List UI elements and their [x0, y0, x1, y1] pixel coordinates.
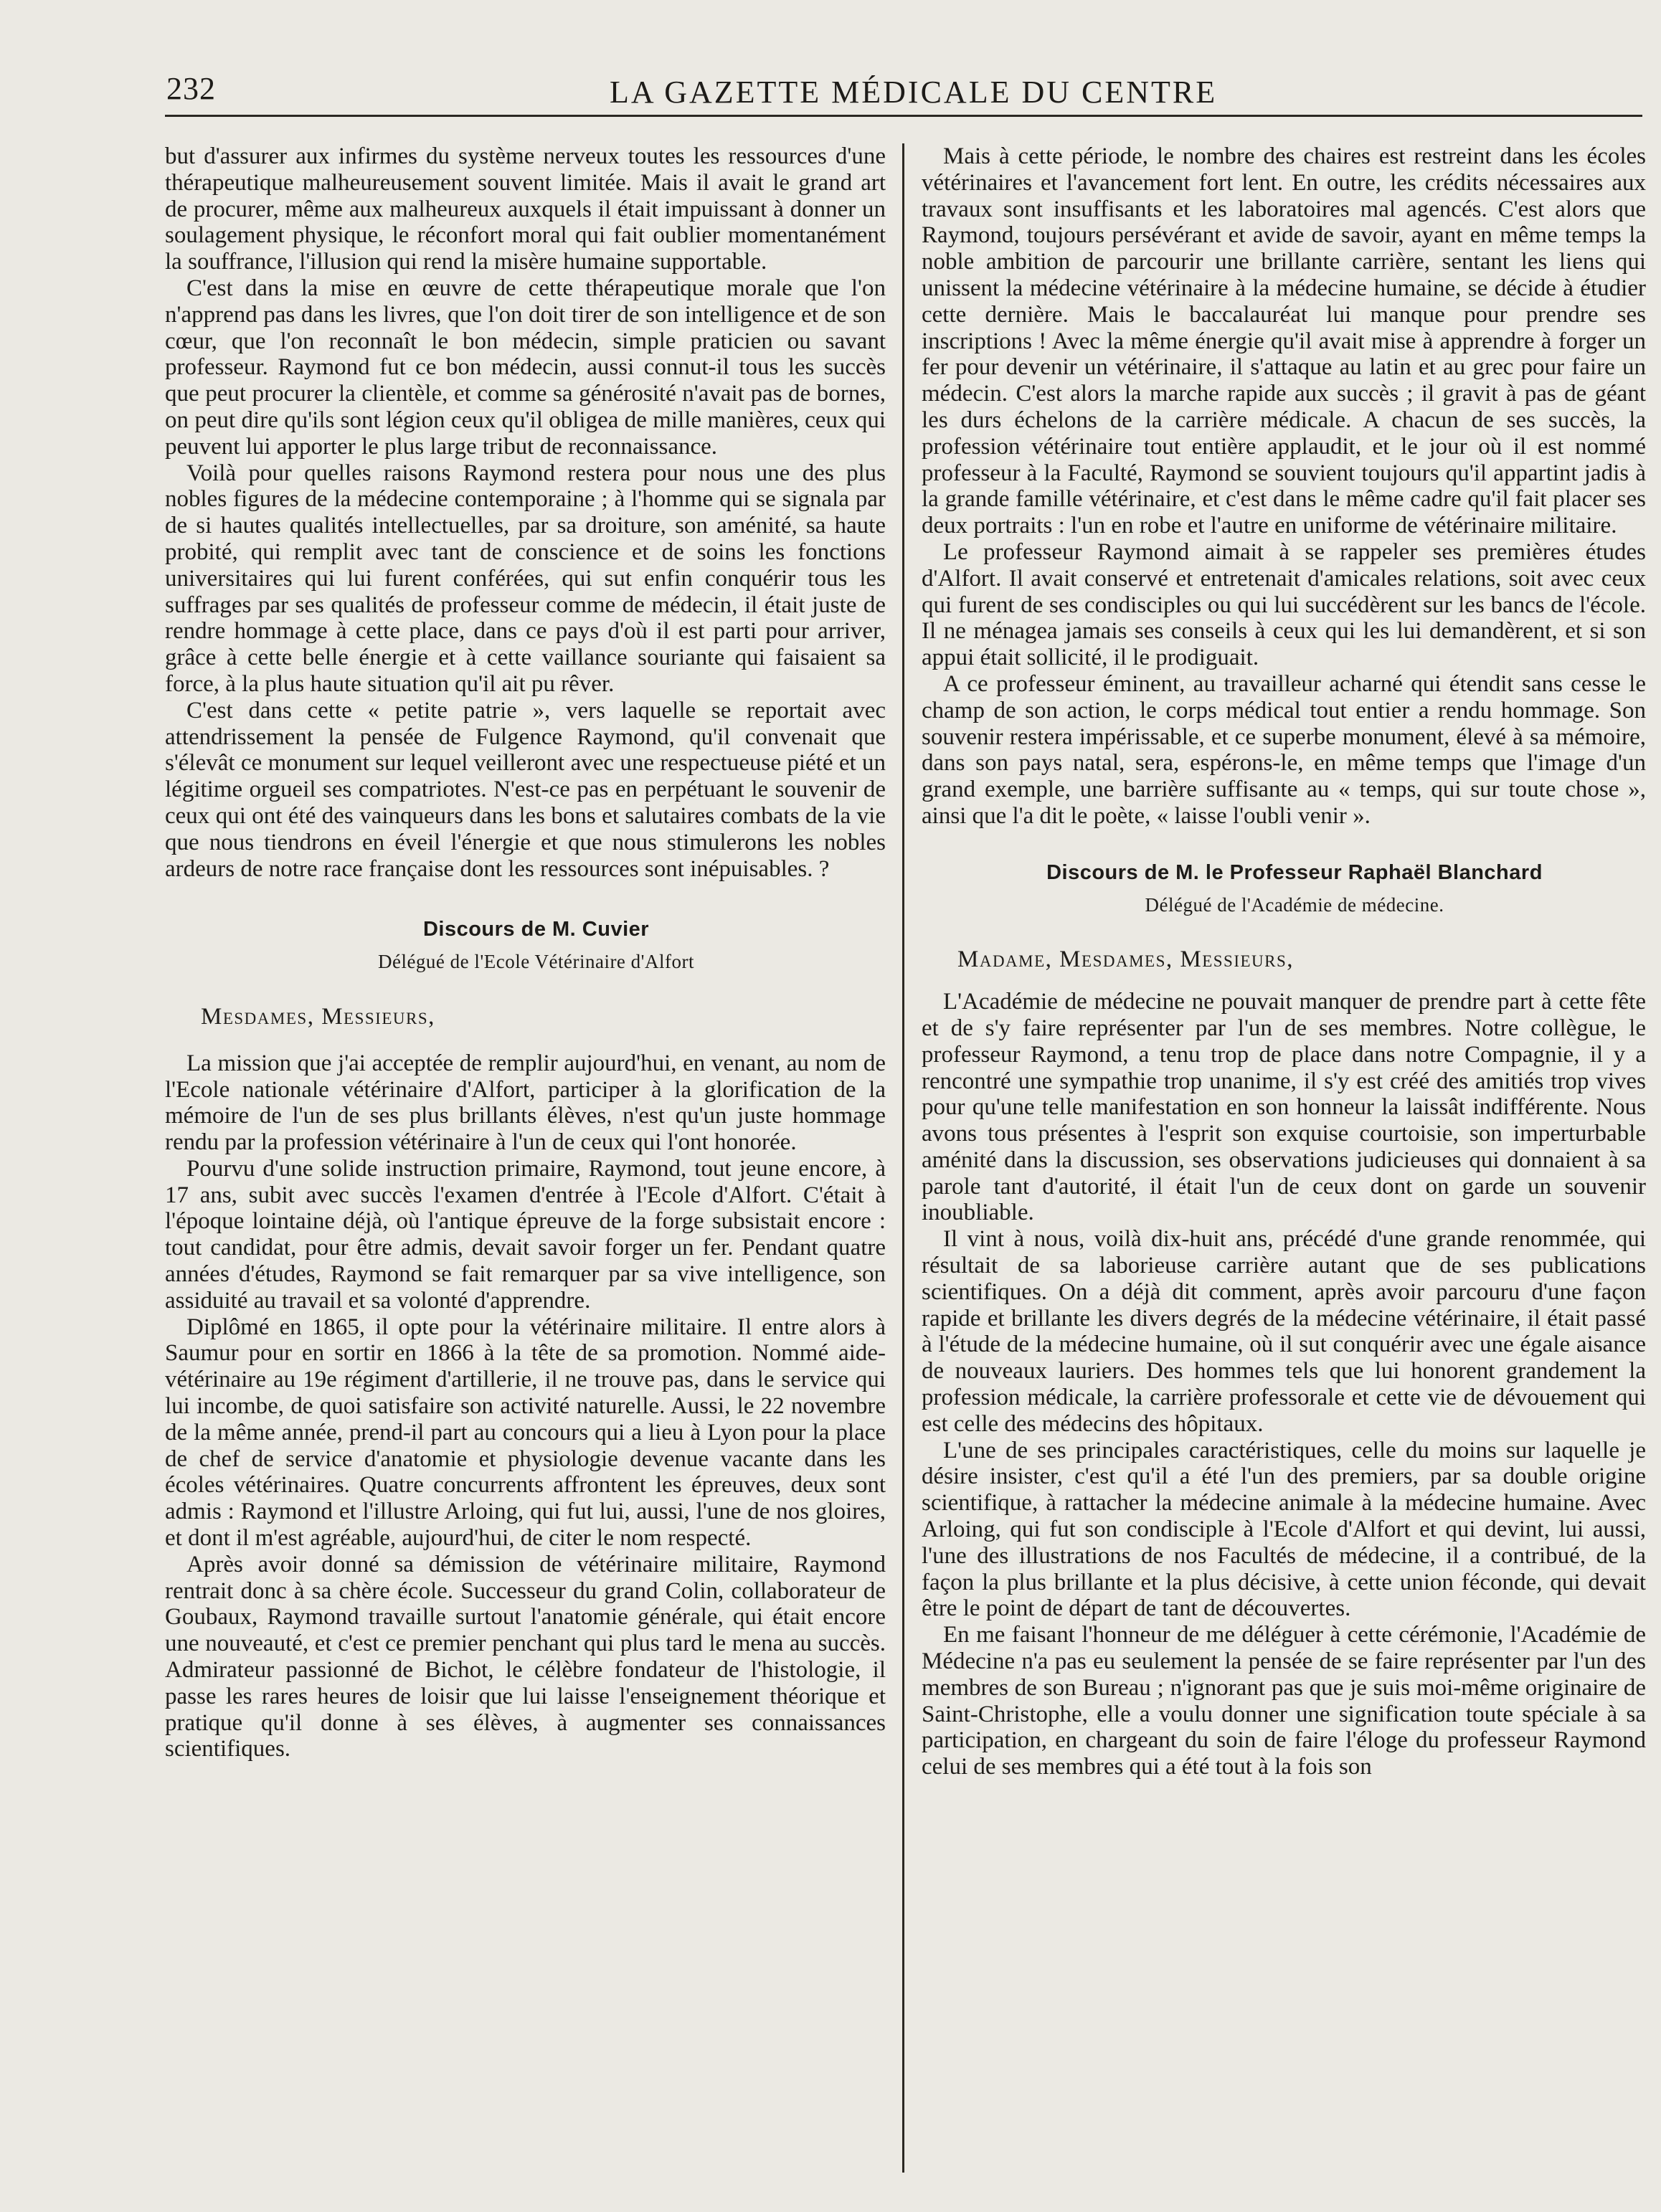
left-paragraph-1: but d'assurer aux infirmes du système nerveux toutes les ressources d'une thérapeutique malheureusement souvent limitée. Mais il avait le grand art de procurer, même aux malheureux auxquels il était impuissant à donner un soulagement physique, le réconfort moral qui fait oublier momentanément la souffrance, l'illusion qui rend la misère humaine supportable. [165, 143, 886, 275]
column-divider [902, 143, 904, 2173]
right-paragraph-3: A ce professeur éminent, au travailleur acharné qui étendit sans cesse le champ de son action, le corps médical tout entier a rendu hommage. Son souvenir restera impérissable, et ce superbe monument, élevé à sa mémoire, dans son pays natal, sera, espérons-le, en même temps que l'image d'un grand exemple, une barrière suffisante au « temps, qui sur toute chose », ainsi que l'a dit le poète, « laisse l'oubli venir ». [922, 670, 1646, 829]
salutation-cuvier: Mesdames, Messieurs, [201, 1003, 435, 1030]
cuvier-paragraph-1: La mission que j'ai acceptée de remplir aujourd'hui, en venant, au nom de l'Ecole nationale vétérinaire d'Alfort, participer à la glorification de la mémoire de l'un de ses plus brillants élèves, n'est qu'un juste hommage rendu par la profession vétérinaire à l'un de ceux qui l'ont honorée. [165, 1050, 886, 1156]
left-paragraph-4: C'est dans cette « petite patrie », vers laquelle se reportait avec attendrissement la pensée de Fulgence Raymond, qu'il convenait que s'élevât ce monument sur lequel veilleront avec une respectueuse piété et un légitime orgueil ses compatriotes. N'est-ce pas en perpétuant le souvenir de ceux qui ont été des vainqueurs dans les bons et salutaires combats de la vie que nous tiendrons en éveil l'énergie et que nous stimulerons les nobles ardeurs de notre race française dont les ressources sont inépuisables. ? [165, 697, 886, 882]
blanchard-paragraph-1: L'Académie de médecine ne pouvait manquer de prendre part à cette fête et de s'y faire représenter par l'un de ses membres. Notre collègue, le professeur Raymond, a tenu trop de place dans notre Compagnie, il y a rencontré une sympathie trop unanime, il s'y est créé des amitiés trop vives pour qu'une telle manifestation en son honneur la laissât indifférente. Nous avons tous présentes à l'esprit son exquise courtoisie, son imperturbable aménité dans la discussion, ses observations judicieuses qui donnaient à sa parole tant d'autorité, il était l'un de ceux dont on garde un souvenir inoubliable. [922, 989, 1646, 1226]
cuvier-paragraph-4: Après avoir donné sa démission de vétérinaire militaire, Raymond rentrait donc à sa chère école. Successeur du grand Colin, collaborateur de Goubaux, Raymond travaille surtout l'anatomie générale, qui était encore une nouveauté, et c'est ce premier penchant qui plus tard le mena au succès. Admirateur passionné de Bichot, le célèbre fondateur de l'histologie, il passe les rares heures de loisir que lui laisse l'enseignement théorique et pratique qu'il donne à ses élèves, à augmenter ses connaissances scientifiques. [165, 1551, 886, 1762]
speech-heading-blanchard: Discours de M. le Professeur Raphaël Blanchard [1046, 860, 1543, 884]
right-column [922, 143, 1646, 1780]
cuvier-paragraph-2: Pourvu d'une solide instruction primaire, Raymond, tout jeune encore, à 17 ans, subit avec succès l'examen d'entrée à l'Ecole d'Alfort. C'était à l'époque lointaine déjà, où l'antique épreuve de la forge subsistait encore : tout candidat, pour être admis, devait savoir forger un fer. Pendant quatre années d'études, Raymond se fait remarquer par sa vive intelligence, son assiduité au travail et sa volonté d'apprendre. [165, 1155, 886, 1314]
speech-subheading-cuvier: Délégué de l'Ecole Vétérinaire d'Alfort [377, 951, 695, 973]
left-paragraph-3: Voilà pour quelles raisons Raymond restera pour nous une des plus nobles figures de la médecine contemporaine ; à l'homme qui se signala par de si hautes qualités intellectuelles, par sa droiture, son aménité, sa haute probité, qui remplit avec tant de conscience et de soins les fonctions universitaires qui lui furent conférées, qui sut enfin conquérir tous les suffrages par ses qualités de professeur comme de médecin, il était juste de rendre hommage à cette place, dans ce pays d'où il est parti pour arriver, grâce à cette belle énergie et à cette vaillance souriante qui faisaient sa force, à la plus haute situation qu'il ait pu rêver. [165, 460, 886, 697]
running-head: LA GAZETTE MÉDICALE DU CENTRE [610, 75, 1218, 110]
cuvier-paragraph-3: Diplômé en 1865, il opte pour la vétérinaire militaire. Il entre alors à Saumur pour en sortir en 1866 à la tête de sa promotion. Nommé aide-vétérinaire au 19e régiment d'artillerie, il ne trouve pas, dans le service qui lui incombe, de quoi satisfaire son activité naturelle. Aussi, le 22 novembre de la même année, prend-il part au concours qui a lieu à Lyon pour la place de chef de service d'anatomie et physiologie devenue vacante dans les écoles vétérinaires. Quatre concurrents affrontent les épreuves, deux sont admis : Raymond et l'illustre Arloing, qui fut lui, aussi, l'une de nos gloires, et dont il m'est agréable, aujourd'hui, de citer le nom respecté. [165, 1314, 886, 1552]
page-number: 232 [166, 71, 216, 106]
speech-heading-cuvier: Discours de M. Cuvier [422, 918, 650, 941]
salutation-blanchard: Madame, Mesdames, Messieurs, [957, 946, 1295, 973]
right-paragraph-2: Le professeur Raymond aimait à se rappeler ses premières études d'Alfort. Il avait conservé et entretenait d'amicales relations, soit avec ceux qui furent de ses condisciples ou qui lui succédèrent sur les bancs de l'école. Il ne ménagea jamais ses conseils à ceux qui les lui demandèrent, et si son appui était sollicité, il le prodiguait. [922, 538, 1646, 671]
blanchard-paragraph-3: L'une de ses principales caractéristiques, celle du moins sur laquelle je désire insister, c'est qu'il a été l'un des premiers, par sa double origine scientifique, à rattacher la médecine animale à la médecine humaine. Avec Arloing, qui fut son condisciple à l'Ecole d'Alfort et qui devint, lui aussi, l'une des illustrations de nos Facultés de médecine, il a contribué, de la façon la plus brillante et la plus décisive, à cette union féconde, qui devait être le point de départ de tant de découvertes. [922, 1437, 1646, 1622]
speech-subheading-blanchard: Délégué de l'Académie de médecine. [1145, 893, 1444, 916]
blanchard-paragraph-4: En me faisant l'honneur de me déléguer à cette cérémonie, l'Académie de Médecine n'a pas eu seulement la pensée de se faire représenter par l'un des membres de son Bureau ; n'ignorant pas que je suis moi-même originaire de Saint-Christophe, elle a voulu donner une signification toute spéciale à sa participation, en chargeant du soin de faire l'éloge du professeur Raymond celui de ses membres qui a été tout à la fois son [922, 1622, 1646, 1780]
left-column [165, 143, 886, 1762]
right-paragraph-1: Mais à cette période, le nombre des chaires est restreint dans les écoles vétérinaires et l'avancement fort lent. En outre, les crédits nécessaires aux travaux sont insuffisants et les laboratoires mal agencés. C'est alors que Raymond, toujours persévérant et avide de savoir, ayant en même temps la noble ambition de parcourir une brillante carrière, sentant les liens qui unissent la médecine vétérinaire à la médecine humaine, se décide à étudier cette dernière. Mais le baccalauréat lui manque pour prendre ses inscriptions ! Avec la même énergie qu'il avait mise à apprendre à forger un fer pour devenir un vétérinaire, il s'attaque au latin et au grec pour faire un médecin. C'est alors la marche rapide aux succès ; il gravit à pas de géant les durs échelons de la carrière médicale. A chacun de ses succès, la profession vétérinaire tout entière applaudit, et le jour où il est nommé professeur à la Faculté, Raymond se souvient toujours qu'il appartint jadis à la grande famille vétérinaire, et c'est dans le même cadre qu'il fait placer ses deux portraits : l'un en robe et l'autre en uniforme de vétérinaire militaire. [922, 143, 1646, 539]
blanchard-paragraph-2: Il vint à nous, voilà dix-huit ans, précédé d'une grande renommée, qui résultait de sa laborieuse carrière autant que de ses publications scientifiques. On a déjà dit comment, après avoir parcouru d'une façon rapide et brillante les divers degrés de la médecine vétérinaire, il était passé à l'étude de la médecine humaine, où il sut conquérir avec une égale aisance de nouveaux lauriers. Des hommes tels que lui honorent grandement la profession médicale, la carrière professorale et cette vie de dévouement qui est celle des médecins des hôpitaux. [922, 1226, 1646, 1437]
left-paragraph-2: C'est dans la mise en œuvre de cette thérapeutique morale que l'on n'apprend pas dans les livres, que l'on doit tirer de son intelligence et de son cœur, que l'on reconnaît le bon médecin, simple praticien ou savant professeur. Raymond fut ce bon médecin, aussi connut-il tous les succès que peut procurer la clientèle, et comme sa générosité n'avait pas de bornes, on peut dire qu'ils sont légion ceux qu'il obligea de mille manières, ceux qui peuvent lui apporter le plus large tribut de reconnaissance. [165, 275, 886, 460]
header-rule [165, 115, 1642, 117]
